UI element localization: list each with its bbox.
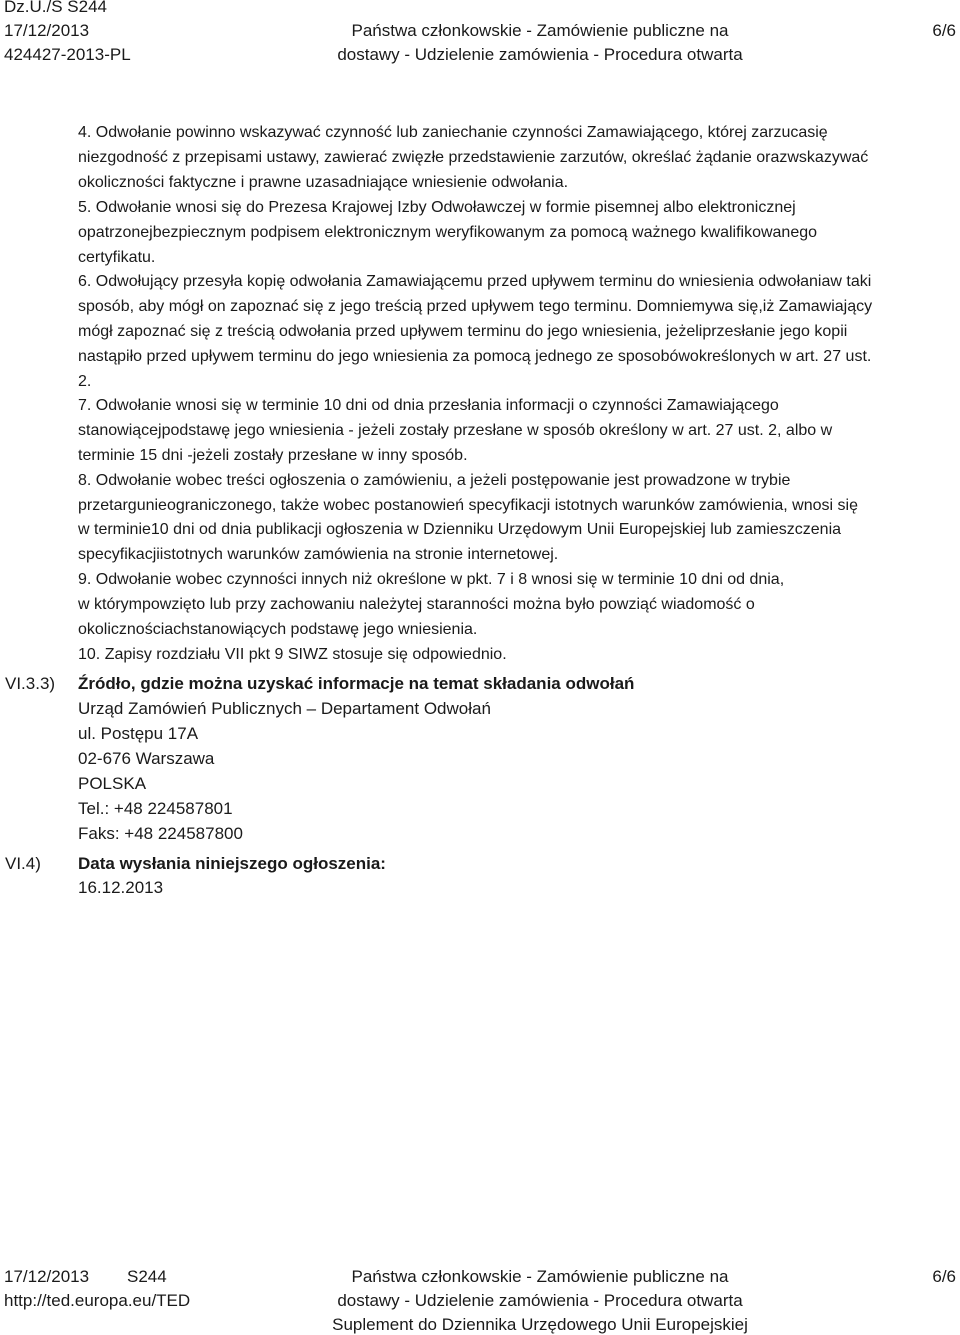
text-line: przetargunieograniczonego, także wobec postanowień specyfikacji istotnych warunków zamówienia, wnosi się bbox=[78, 497, 858, 514]
section-heading-dispatch-date: Data wysłania niniejszego ogłoszenia: bbox=[78, 854, 386, 873]
footer-url[interactable]: http://ted.europa.eu/TED bbox=[4, 1291, 191, 1310]
text-line: certyfikatu. bbox=[78, 249, 156, 266]
footer-series: S244 bbox=[127, 1267, 167, 1286]
text-line: w którympowzięto lub przy zachowaniu należytej staranności można było powziąć wiadomość o bbox=[78, 596, 755, 613]
text-line: mógł zapoznać się z treścią odwołania przed upływem terminu do jego wniesienia, jeżeliprzesłanie jego kopii bbox=[78, 323, 848, 340]
dispatch-date: 16.12.2013 bbox=[78, 878, 164, 897]
text-line: 8. Odwołanie wobec treści ogłoszenia o zamówieniu, a jeżeli postępowanie jest prowadzone w trybie bbox=[78, 472, 791, 489]
header-title-line2: dostawy - Udzielenie zamówienia - Procedura otwarta bbox=[337, 45, 743, 64]
postal-city: 02-676 Warszawa bbox=[78, 749, 215, 768]
text-line: 6. Odwołujący przesyła kopię odwołania Zamawiającemu przed upływem terminu do wniesienia odwołaniaw taki bbox=[78, 273, 872, 290]
street-address: ul. Postępu 17A bbox=[78, 724, 199, 743]
fax: Faks: +48 224587800 bbox=[78, 824, 243, 843]
header-date: 17/12/2013 bbox=[4, 21, 90, 40]
footer-supplement: Suplement do Dziennika Urzędowego Unii Europejskiej bbox=[332, 1315, 748, 1334]
section-heading-appeals-source: Źródło, gdzie można uzyskać informacje na temat składania odwołań bbox=[78, 674, 635, 693]
text-line: 10. Zapisy rozdziału VII pkt 9 SIWZ stosuje się odpowiednio. bbox=[78, 646, 507, 663]
header-page-number: 6/6 bbox=[932, 21, 956, 40]
text-line: w terminie10 dni od dnia publikacji ogłoszenia w Dzienniku Urzędowym Unii Europejskiej lub zamieszczenia bbox=[78, 521, 842, 538]
journal-reference: Dz.U./S S244 bbox=[4, 0, 107, 16]
text-line: sposób, aby mógł on zapoznać się z jego treścią przed upływem tego terminu. Domniemywa się,iż Zamawiający bbox=[78, 298, 873, 315]
text-line: okoliczności faktyczne i prawne uzasadniające wniesienie odwołania. bbox=[78, 174, 569, 191]
text-line: terminie 15 dni -jeżeli zostały przesłane w inny sposób. bbox=[78, 447, 468, 464]
telephone: Tel.: +48 224587801 bbox=[78, 799, 233, 818]
country: POLSKA bbox=[78, 774, 147, 793]
text-line: niezgodność z przepisami ustawy, zawierać zwięzłe przedstawienie zarzutów, określać żądanie orazwskazywać bbox=[78, 149, 869, 166]
text-line: stanowiącejpodstawę jego wniesienia - jeżeli zostały przesłane w sposób określony w art. 27 ust. 2, albo w bbox=[78, 422, 833, 439]
footer-page-number: 6/6 bbox=[932, 1267, 956, 1286]
text-line: 4. Odwołanie powinno wskazywać czynność lub zaniechanie czynności Zamawiającego, której zarzucasię bbox=[78, 124, 828, 141]
text-line: nastąpiło przed upływem terminu do jego wniesienia za pomocą jednego ze sposobówokreślonych w art. 27 ust. bbox=[78, 348, 872, 365]
text-line: okolicznościachstanowiących podstawę jego wniesienia. bbox=[78, 621, 478, 638]
header-title-line1: Państwa członkowskie - Zamówienie publiczne na bbox=[351, 21, 729, 40]
organisation-name: Urząd Zamówień Publicznych – Departament Odwołań bbox=[78, 699, 491, 718]
notice-id: 424427-2013-PL bbox=[4, 45, 131, 64]
text-line: opatrzonejbezpiecznym podpisem elektronicznym weryfikowanym za pomocą ważnego kwalifikowanego bbox=[78, 224, 818, 241]
section-label-vi33: VI.3.3) bbox=[5, 674, 56, 693]
section-label-vi4: VI.4) bbox=[5, 854, 41, 873]
text-line: specyfikacjiistotnych warunków zamówienia na stronie internetowej. bbox=[78, 546, 559, 563]
footer-date: 17/12/2013 bbox=[4, 1267, 90, 1286]
footer-title-line2: dostawy - Udzielenie zamówienia - Procedura otwarta bbox=[337, 1291, 743, 1310]
text-line: 9. Odwołanie wobec czynności innych niż określone w pkt. 7 i 8 wnosi się w terminie 10 dni od dnia, bbox=[78, 571, 785, 588]
text-line: 5. Odwołanie wnosi się do Prezesa Krajowej Izby Odwoławczej w formie pisemnej albo elektronicznej bbox=[78, 199, 796, 216]
text-line: 7. Odwołanie wnosi się w terminie 10 dni od dnia przesłania informacji o czynności Zamawiającego bbox=[78, 397, 779, 414]
footer-title-line1: Państwa członkowskie - Zamówienie publiczne na bbox=[351, 1267, 729, 1286]
text-line: 2. bbox=[78, 373, 92, 390]
